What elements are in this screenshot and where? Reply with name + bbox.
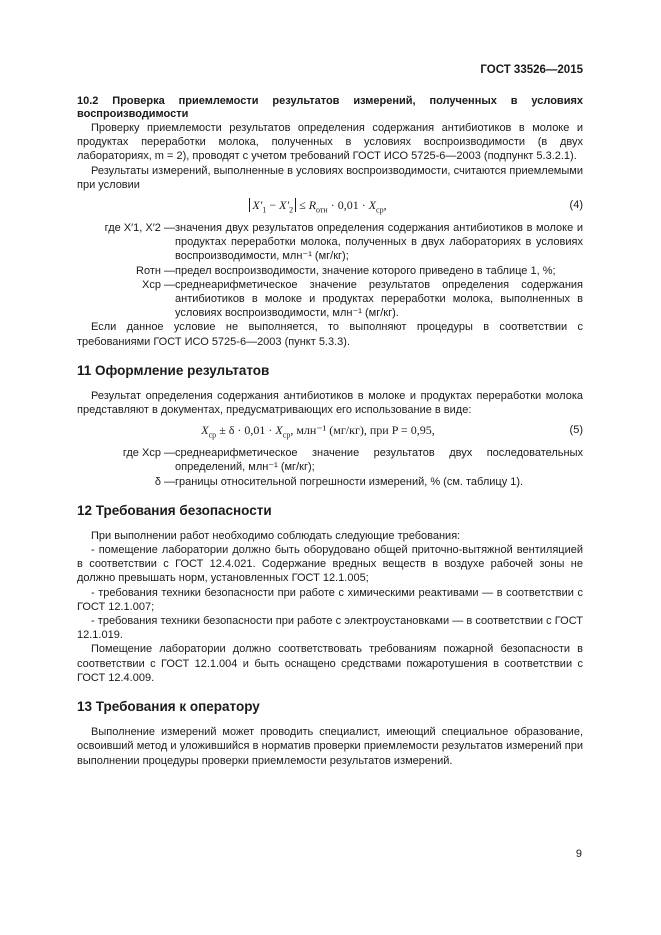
- definition-item: [77, 446, 583, 474]
- section-12: [77, 503, 583, 685]
- list-item: - помещение лаборатории должно быть оборудовано общей приточно-вытяжной вентиляцией в соответствии с ГОСТ 12.4.021. Содержание вредных веществ в воздухе рабочей зоны не должно превышать норм, установленных ГОСТ 12.1.005;: [77, 544, 583, 585]
- list-item: - требования техники безопасности при работе с электроустановками — в соответствии с ГОСТ 12.1.019.: [77, 615, 583, 642]
- definitions-list: [77, 221, 583, 320]
- formula-number: (5): [569, 424, 583, 437]
- definition-text: среднеарифметическое значение результатов определения содержания антибиотиков в молоке и продуктах переработки молока, выполненных в условиях воспроизводимости, млн⁻¹ (мг/кг).: [175, 278, 583, 320]
- definition-text: границы относительной погрешности измерений, % (см. таблицу 1).: [175, 475, 524, 488]
- definition-term: δ —: [154, 475, 175, 488]
- formula-4: [77, 195, 583, 217]
- document-id: ГОСТ 33526—2015: [480, 64, 583, 76]
- definition-item: [77, 475, 583, 489]
- page-content: [77, 95, 583, 768]
- section-10-2: [77, 95, 583, 349]
- section-heading: 10.2 Проверка приемлемости результатов измерений, полученных в условиях воспроизводимости: [77, 95, 583, 120]
- section-13: [77, 699, 583, 768]
- definition-text: предел воспроизводимости, значение которого приведено в таблице 1, %;: [175, 264, 556, 277]
- section-heading: 11 Оформление результатов: [77, 362, 270, 378]
- definition-item: [77, 278, 583, 321]
- formula-expression: $X_{ср} \pm \delta \cdot 0,01 \cdot X_{ср}$, млн⁻¹ (мг/кг), при P = 0,95,: [201, 423, 435, 440]
- formula-expression: $X'_1 - X'_2 \le R_{отн} \cdot 0,01 \cdot X_{ср}$,: [77, 198, 559, 212]
- page-number: 9: [575, 848, 582, 860]
- section-heading: 13 Требования к оператору: [77, 699, 260, 715]
- definition-term: где X′1, X′2 —: [104, 222, 175, 235]
- definition-term: Rотн —: [136, 264, 175, 277]
- paragraph: Результат определения содержания антибиотиков в молоке и продуктах переработки молока представляют в документах, предусматривающих его использование в виде:: [77, 389, 583, 417]
- definition-text: среднеарифметическое значение результатов двух последовательных определений, млн⁻¹ (мг/кг);: [175, 447, 583, 474]
- definition-text: значения двух результатов определения содержания антибиотиков в молоке и продуктах переработки молока, полученных в двух лабораториях в условиях воспроизводимости, млн⁻¹ (мг/кг);: [175, 222, 583, 263]
- paragraph: Если данное условие не выполняется, то выполняют процедуры в соответствии с требованиями ГОСТ ИСО 5725-6—2003 (пункт 5.3.3).: [77, 321, 583, 348]
- paragraph: Проверку приемлемости результатов определения содержания антибиотиков в молоке и продуктах переработки молока, полученных в условиях воспроизводимости (в двух лабораториях, m = 2), проводят с учетом требований ГОСТ ИСО 5725-6—2003 (подпункт 5.3.2.1).: [77, 122, 583, 163]
- list-item: - требования техники безопасности при работе с химическими реактивами — в соответствии с ГОСТ 12.1.007;: [77, 586, 583, 613]
- paragraph: Помещение лаборатории должно соответствовать требованиям пожарной безопасности в соответствии с ГОСТ 12.1.004 и быть оснащено средствами пожаротушения в соответствии с ГОСТ 12.4.009.: [77, 643, 583, 684]
- definition-item: [77, 264, 583, 278]
- section-11: [77, 363, 583, 489]
- paragraph: Выполнение измерений может проводить специалист, имеющий специальное образование, освоивший метод и уложившийся в норматив проверки приемлемости результатов измерений при выполнении процедуры проверки приемлемости результатов измерений.: [77, 726, 583, 767]
- section-heading: 12 Требования безопасности: [77, 502, 272, 518]
- formula-number: (4): [569, 199, 583, 212]
- definition-item: [77, 221, 583, 264]
- definitions-list: [77, 446, 583, 489]
- absolute-value: $X'_1 - X'_2$: [249, 198, 296, 212]
- formula-5: [77, 420, 583, 442]
- definition-term: Xср —: [141, 278, 175, 291]
- paragraph: Результаты измерений, выполненные в условиях воспроизводимости, считаются приемлемыми при условии: [77, 164, 583, 191]
- definition-term: где Xср —: [122, 447, 175, 460]
- paragraph: При выполнении работ необходимо соблюдать следующие требования:: [91, 529, 461, 542]
